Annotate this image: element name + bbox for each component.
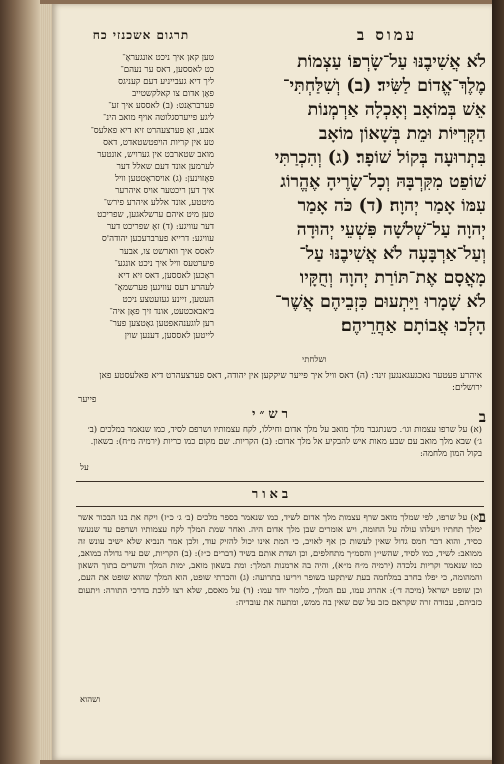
biur-commentary bbox=[78, 512, 482, 692]
targum-line: פאָן אדום צו קאלקשטייב bbox=[132, 89, 214, 100]
targum-line: אבע, זאָ פערצעהרט זיא דיא פאלעס־ bbox=[90, 125, 214, 136]
targum-full-text: איהרע פעטער נאכגעגאנגען זינד: (ה) דאס וויל איך פייער שיקקען אין יהודה, דאס פערצעהרט דיא פאלעסטע פאן ירושלים: bbox=[99, 371, 482, 393]
scripture-line: וְעַל־אַרְבָּעָה לֹא אֲשִׁיבֶנּוּ עַל־ bbox=[299, 244, 486, 264]
targum-line: עוויגע: דרייא פערברעכען יהודה'ס bbox=[101, 234, 214, 245]
targum-line: העטען, זיינע געזעטצע ניכט bbox=[122, 294, 214, 305]
targum-continuation bbox=[78, 370, 482, 406]
targum-line: לעהרע דעס עוויגען פערשמאָ־ bbox=[114, 282, 214, 293]
targum-line: ראָכען לאססען, דאס זיא דיא bbox=[118, 270, 214, 281]
biur-heading: באור bbox=[251, 487, 293, 502]
catchword: פייער bbox=[78, 395, 97, 405]
targum-line: דער עוויגע: (ד) זאָ שפריכט דער bbox=[106, 222, 214, 233]
targum-line: פיערטעס וויל איך ניכט אונגע־ bbox=[114, 258, 214, 269]
scripture-line: מֶלֶךְ־אֱדוֹם לַשִּׂיד׃ (ב) וְשִׁלַּחְתִּי־ bbox=[282, 76, 486, 96]
targum-line: מיטטע, אונד אללע איהרע פירש־ bbox=[103, 198, 214, 209]
biur-text: (א) על שרפו, לפי שמלך מואב שרף עצמות מלך אדום לשיד, כמו שנאמר בספר מלכים (ב׳ ג׳ כ״ז) ויקח את בנו הבכור אשר ימלך תחתיו ויעלהו עולה על החומה, ויש אומרים שבן מלך אדום היה. ואחר שמת המלך לקח עצמותיו ושרפם עד שנעשו כסיד, והוא דבר חמס גדול שאין לעשות כן אף לאויב, כי המת אינו יכול להזיק עוד, ולכן אמר הנביא שלא ישיב עונש זה ממואב: לשיד, כמו לסיד, שהשי״ן והסמ״ך מתחלפים, וכן ושדת אותם בשיד (דברים כ״ז): (ב) הקריות, שם עיר גדולה במואב, כמו שנאמר וקריות נלכדה (ירמיה מ״ח מ״א), והיה בה ארמנות המלך: ומת בשאון מואב, ימות המלך והשרים בתוך השאון והמהומה, כי יפלו בחרב במלחמה בעת שיתקעו בשופר ויריעו בתרועה: (ג) והכרתי שופט, הוא המלך שהוא שופט את העם, וכן שופט ישראל (מיכה ד׳): אהרוג עמו, עם המלך, כלומר יחד עמו: (ד) על מאסם, שלא רצו ללכת בדרכי התורה: ויתעום כזביהם, עבודה זרה שקראם כזב על שם שאין בה ממש, ומתעה את עובדיה: bbox=[78, 513, 482, 608]
targum-line: טען מיט איהם ערשלאגען, שפריכט bbox=[97, 210, 214, 221]
scripture-line: הַקְּרִיּוֹת וּמֵת בְּשָׁאוֹן מוֹאָב bbox=[318, 124, 486, 144]
scripture-line: אֵשׁ בְּמוֹאָב וְאָכְלָה אַרְמְנוֹת bbox=[307, 100, 486, 120]
targum-line: לייטען לאססען, דענען שוין bbox=[124, 331, 214, 342]
page-title: עמוס ב bbox=[356, 26, 418, 44]
scripture-line: בִּתְרוּעָה בְּקוֹל שׁוֹפָר׃ (ג) וְהִכְרַתִּי bbox=[274, 148, 486, 168]
next-page-edge bbox=[492, 0, 504, 764]
targum-line: לאסס איך ווארשט צו, אבער bbox=[119, 246, 214, 257]
scripture-line: שׁוֹפֵט מִקִּרְבָּהּ וְכָל־שָׂרֶיהָ אֶהֱרוֹג bbox=[280, 172, 486, 192]
scripture-line: לֹא שָׁמָרוּ וַיַּתְעוּם כִּזְבֵיהֶם אֲשֶׁר־ bbox=[274, 292, 486, 312]
catchword: ושהוא bbox=[80, 695, 101, 705]
targum-translation-column bbox=[72, 52, 214, 370]
targum-line: פערבראַנט: (ב) לאססע איך זע־ bbox=[108, 101, 214, 112]
targum-line: מואב שטארבט אין גערויש, אונטער bbox=[97, 149, 214, 160]
targum-line: פאָזוינען: (ג) אויסראָטטען וויל bbox=[115, 173, 214, 184]
targum-line: טען קאן איך ניכט אונגעראָ־ bbox=[122, 53, 214, 63]
scripture-text bbox=[224, 50, 486, 356]
targum-line: כט לאססען, דאס ער נעהם־ bbox=[120, 65, 214, 76]
targum-line: לערמען אונד דעם שאלל דער bbox=[116, 161, 214, 172]
catchword: על bbox=[80, 463, 89, 473]
targum-line: ליך דיא געבייניע דעם קעניגס bbox=[118, 77, 214, 88]
biur-section-letter: ב bbox=[478, 508, 486, 526]
divider bbox=[76, 481, 484, 482]
targum-header: תרגום אשכנזי כח bbox=[92, 28, 190, 42]
catchword: ושלחתי bbox=[302, 355, 327, 365]
scripture-line: הָלְכוּ אֲבוֹתָם אַחֲרֵיהֶם׃ bbox=[341, 316, 486, 336]
scripture-line: לֹא אֲשִׁיבֶנּוּ עַל־שָׂרְפוֹ עַצְמוֹת bbox=[297, 52, 486, 72]
targum-line: טע אין קריות הויפטשטאדט, דאס bbox=[103, 137, 214, 148]
rashi-text: (א) על שרפו עצמות וגו׳. כשנתגבר מלך מואב על מלך אדום וחיללו, לקח עצמותיו ושרפם לסיד, כמו שנאמר במלכים (ב׳ ג׳) שבא מלך מואב עם שבע מאות איש להבקיע אל מלך אדום: (ב) הקריות. שם מקום כמו כריות (ירמיה מ״ח): בשאון. בקול המון מלחמה: bbox=[87, 425, 482, 459]
targum-line: ליגע פייערסגלוטה אויף מואב הינ־ bbox=[102, 113, 214, 124]
targum-line: ביאבאכטעט, אונד זיך פאָן איה־ bbox=[109, 306, 214, 317]
scripture-line: עִמּוֹ אָמַר יְהוָה׃ (ד) כֹּה אָמַר bbox=[297, 196, 486, 216]
targum-line: איך דען ריכטער אויס איהרער bbox=[115, 186, 214, 197]
book-page bbox=[52, 4, 492, 760]
scripture-line: מָאֳסָם אֶת־תּוֹרַת יְהוָה וְחֻקָּיו bbox=[299, 268, 486, 288]
rashi-commentary bbox=[78, 424, 482, 460]
rashi-section-letter: ב bbox=[478, 408, 486, 426]
rashi-heading: רש״י bbox=[252, 407, 292, 422]
divider bbox=[76, 506, 484, 507]
targum-line: רען לוגענהאפטען גאָטצען פער־ bbox=[109, 319, 214, 330]
scripture-line: יְהוָה עַל־שְׁלֹשָׁה פִּשְׁעֵי יְהוּדָה bbox=[296, 220, 486, 240]
book-binding bbox=[0, 0, 40, 764]
